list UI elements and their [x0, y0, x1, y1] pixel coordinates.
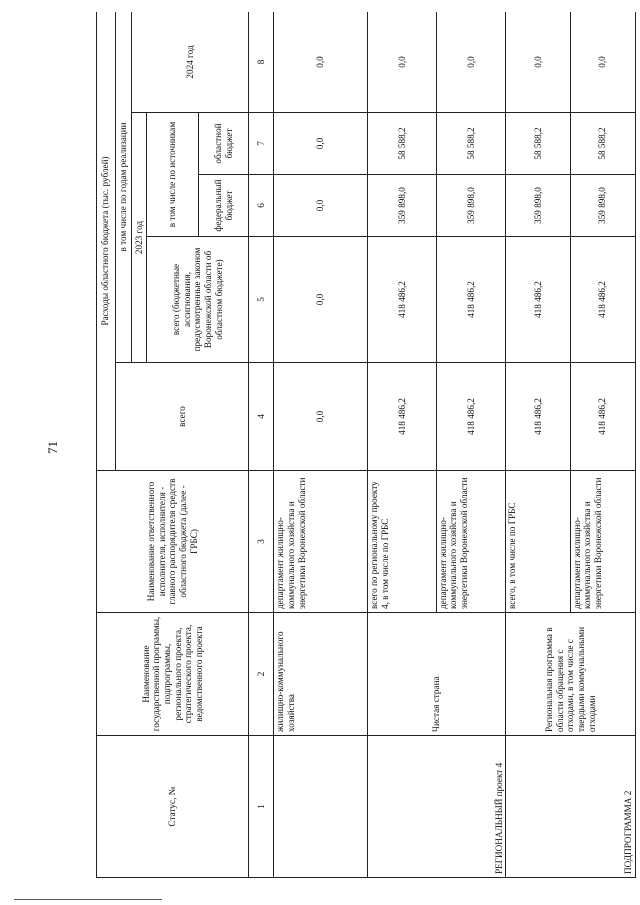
row-executor: всего по региональному проекту 4, в том числе по ГРБС	[368, 471, 437, 613]
row-total: 418 486,2	[368, 363, 437, 471]
row-regional-2023: 58 588,2	[506, 113, 570, 175]
column-number: 2	[249, 613, 274, 736]
budget-table	[96, 12, 636, 878]
row-regional-2023: 0,0	[274, 113, 368, 175]
header-expenses: Расходы областного бюджета (тыс. рублей)	[97, 12, 116, 471]
row-executor: департамент жилищно-коммунального хозяйства и энергетики Воронежской области	[274, 471, 368, 613]
row-total-2024: 0,0	[436, 12, 506, 113]
row-status: ПОДПРОГРАММА 2	[506, 736, 636, 878]
footer-rule	[14, 899, 162, 900]
table-row	[274, 12, 368, 878]
header-by-years: в том числе по годам реализации	[115, 12, 131, 363]
row-federal-2023: 359 898,0	[368, 175, 437, 237]
row-total-2024: 0,0	[368, 12, 437, 113]
header-by-sources: в том числе по источникам	[147, 113, 199, 237]
column-number: 8	[249, 12, 274, 113]
row-executor: департамент жилищно-коммунального хозяйства и энергетики Воронежской области	[570, 471, 635, 613]
column-number: 3	[249, 471, 274, 613]
header-program-name: Наименование государственной программы, подпрограммы, регионального проекта, стратегического проекта, ведомственного проекта	[97, 613, 249, 736]
header-year-2023: 2023 год	[131, 113, 146, 363]
row-total-2023: 418 486,2	[506, 237, 570, 363]
table-row	[506, 12, 570, 878]
row-federal-2023: 359 898,0	[570, 175, 635, 237]
column-numbers-row	[249, 12, 274, 878]
column-number: 7	[249, 113, 274, 175]
row-name: Региональная программа в области обращения с отходами, в том числе с твердыми коммунальными отходами	[506, 613, 636, 736]
header-executor: Наименование ответственного исполнителя, исполнителя - главного распорядителя средств областного бюджета (далее - ГРБС)	[97, 471, 249, 613]
row-name: Чистая страна	[368, 613, 506, 736]
column-number: 5	[249, 237, 274, 363]
row-executor: департамент жилищно-коммунального хозяйства и энергетики Воронежской области	[436, 471, 506, 613]
rotated-page	[96, 12, 636, 878]
row-executor: всего, в том числе по ГРБС	[506, 471, 570, 613]
row-federal-2023: 0,0	[274, 175, 368, 237]
row-total-2024: 0,0	[274, 12, 368, 113]
row-total-2023: 418 486,2	[570, 237, 635, 363]
row-total-2024: 0,0	[570, 12, 635, 113]
row-total: 418 486,2	[570, 363, 635, 471]
row-total: 418 486,2	[506, 363, 570, 471]
row-total: 418 486,2	[436, 363, 506, 471]
row-total: 0,0	[274, 363, 368, 471]
row-status	[274, 736, 368, 878]
row-federal-2023: 359 898,0	[506, 175, 570, 237]
row-regional-2023: 58 588,2	[570, 113, 635, 175]
column-number: 4	[249, 363, 274, 471]
column-number: 6	[249, 175, 274, 237]
header-federal: федеральный бюджет	[199, 175, 249, 237]
table-row	[368, 12, 437, 878]
row-total-2023: 418 486,2	[436, 237, 506, 363]
page-number: 71	[45, 441, 60, 454]
row-regional-2023: 58 588,2	[436, 113, 506, 175]
header-year-2024: 2024 год	[131, 12, 249, 113]
row-total-2023: 0,0	[274, 237, 368, 363]
row-total-2024: 0,0	[506, 12, 570, 113]
column-number: 1	[249, 736, 274, 878]
row-status: РЕГИОНАЛЬНЫЙ проект 4	[368, 736, 506, 878]
row-total-2023: 418 486,2	[368, 237, 437, 363]
row-regional-2023: 58 588,2	[368, 113, 437, 175]
header-total: всего	[115, 363, 249, 471]
row-federal-2023: 359 898,0	[436, 175, 506, 237]
budget-sheet	[96, 12, 636, 878]
header-status: Статус, №	[97, 736, 249, 878]
header-total-2023: всего (бюджетные ассигнования, предусмотренные законом Воронежской области об областном бюджете)	[147, 237, 249, 363]
row-name: жилищно-коммунального хозяйства	[274, 613, 368, 736]
header-regional: областной бюджет	[199, 113, 249, 175]
